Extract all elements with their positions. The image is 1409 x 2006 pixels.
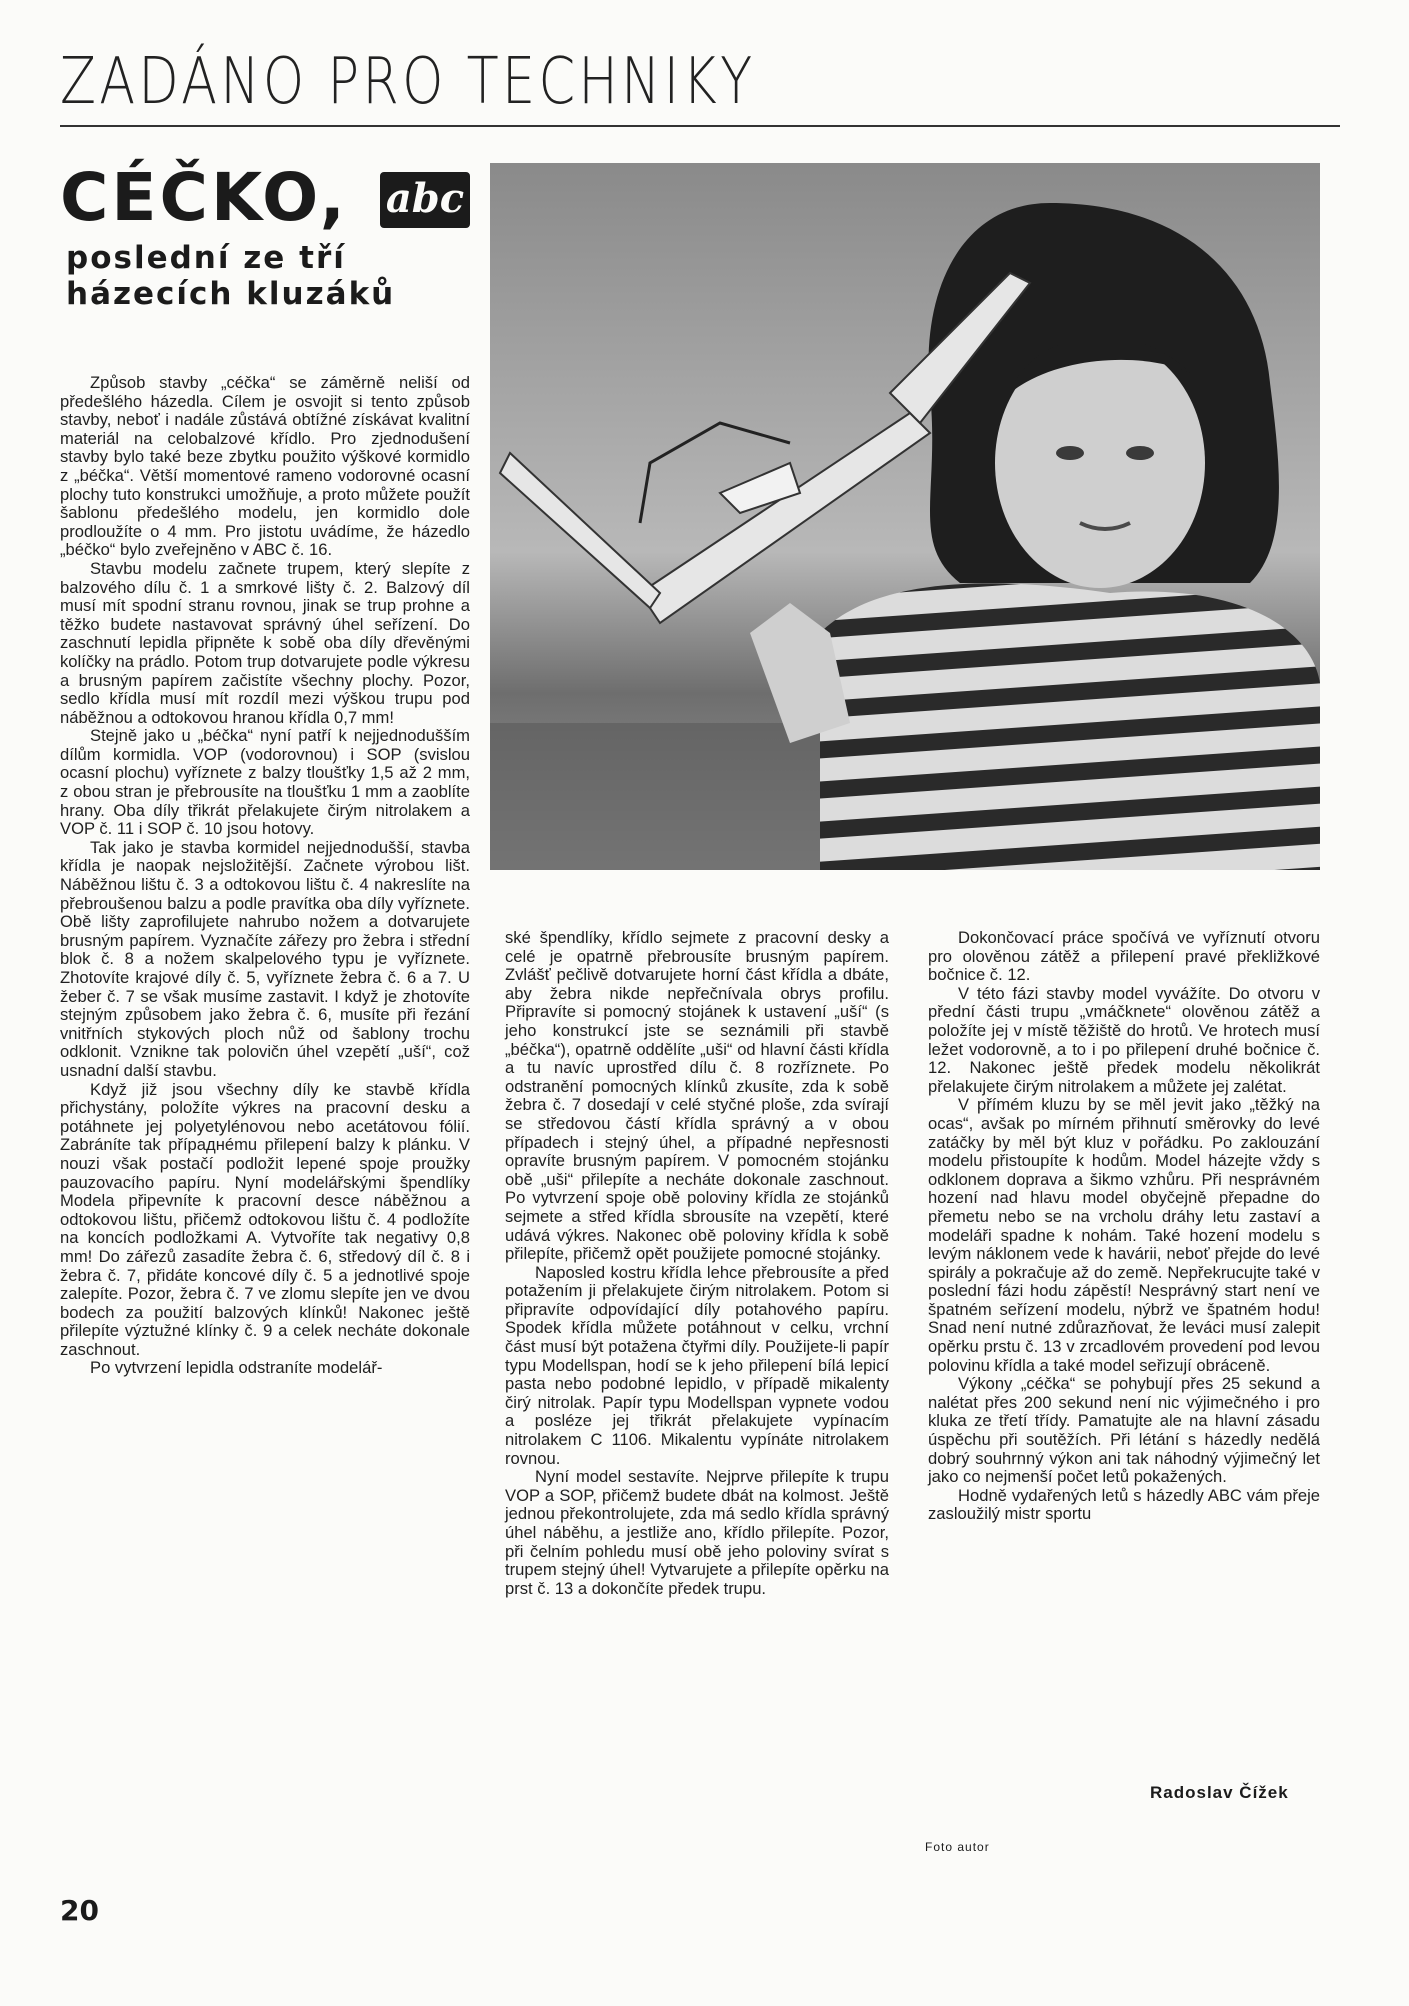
paragraph: Nyní model sestavíte. Nejprve přilepíte k trupu VOP a SOP, přičemž budete dbát na kolmost. Ještě jednou překontrolujete, zda má sedlo křídla správný úhel náběhu, a jestliže ano, křídlo přilepíte. Pozor, při čelním pohledu musí obě jeho poloviny svírat s trupem stejný úhel! Vytvarujete a přilepíte opěrku na prst č. 13 a dokončíte předek trupu. <box>505 1467 889 1598</box>
paragraph: V této fázi stavby model vyvážíte. Do otvoru v přední části trupu „vmáčknete“ olověnou zátěž a položíte jej v místě těžiště do hrotů. Ve hrotech musí ležet vodorovně, a to i po přilepení druhé bočnice č. 12. Nakonec ještě předek modelu několikrát přelakujete čirým nitrolakem a můžete jej zalétat. <box>928 983 1320 1096</box>
paragraph: ské špendlíky, křídlo sejmete z pracovní desky a celé je opatrně přebrousíte brusným papírem. Zvlášť pečlivě dotvarujete horní část křídla a dbáte, aby žebra nikde nepřečnívala obrys profilu. Připravíte si pomocný stojánek k ustavení „uší“ (s jeho konstrukcí jste se seznámili při stavbě „béčka“), opatrně oddělíte „uši“ od hlavní části křídla a tu navíc uprostřed dílu č. 8 rozříznete. Po odstranění pomocných klínků zkusíte, zda k sobě žebra č. 7 dosedají v celé styčné ploše, zda svírají se středovou částí křídla správný a v obou případech i stejný úhel, a případné nepřesnosti opravíte brusným papírem. V pomocném stojánku obě „uši“ přilepíte a necháte dokonale zaschnout. Po vytvrzení spoje obě poloviny křídla ze stojánků sejmete a střed křídla sbrousíte na vzepětí, které udává výkres. Nakonec obě poloviny křídla k sobě přilepíte, přičemž opět použijete pomocné stojánky. <box>505 928 889 1264</box>
abc-logo: abc <box>380 172 470 228</box>
paragraph: Tak jako je stavba kormidel nejjednodušší, stavba křídla je naopak nejsložitější. Začnete výrobou lišt. Náběžnou lištu č. 3 a odtokovou lištu č. 4 nakreslíte na přebroušenou balzu a podle pravítka oba díly vyříznete. Obě lišty zaprofilujete nahrubo nožem a dotvarujete brusným papírem. Vyznačíte zářezy pro žebra i střední blok č. 8 a nožem skalpelového typu je vyříznete. Zhotovíte krajové díly č. 5, vyříznete žebra č. 6 a 7. U žeber č. 7 se však musíme zastavit. I když je zhotovíte stejným způsobem jako žebra č. 6, musíte při řezání vnitřních stykových ploch nůž od šablony trochu odklonit. Vznikne tak polovičn úhel vzepětí „uší“, což usnadní další stavbu. <box>60 837 470 1080</box>
photo-credit: Foto autor <box>925 1840 990 1854</box>
article-column-3 <box>928 929 1320 1524</box>
author-name: Radoslav Čížek <box>1150 1783 1289 1802</box>
paragraph: Stejně jako u „béčka“ nyní patří k nejjednodušším dílům kormidla. VOP (vodorovnou) i SOP (svislou ocasní plochu) vyříznete z balzy tloušťky 1,5 až 2 mm, z obou stran je přebrousíte na tloušťku 1 mm a zaoblíte hrany. Oba díly třikrát přelakujete čirým nitrolakem a VOP č. 11 i SOP č. 10 jsou hotovy. <box>60 726 470 839</box>
photo-image <box>490 163 1320 870</box>
paragraph: Naposled kostru křídla lehce přebrousíte a před potažením ji přelakujete čirým nitrolakem. Potom si připravíte odpovídající díly potahového papíru. Spodek křídla můžete potáhnout v celku, vrchní část musí být potažena čtyřmi díly. Použijete-li papír typu Modellspan, hodí se k jeho přilepení bílá lepicí pasta nebo podobné lepidlo, v případě mikalenty čirý nitrolak. Papír typu Modellspan vypnete vodou a posléze jej třikrát přelakujete vypínacím nitrolakem C 1106. Mikalentu vypínáte nitrolakem rovnou. <box>505 1262 889 1468</box>
article-column-1 <box>60 374 470 1378</box>
page-number: 20 <box>60 1894 99 1927</box>
paragraph: Výkony „céčka“ se pohybují přes 25 sekund a nalétat přes 200 sekund není nic výjimečného i pro kluka ze třetí třídy. Pamatujte ale na hlavní zásadu úspěchu při soutěžích. Při létání s házedly nedělá dobrý souhrnný výkon ani tak náhodný výjimečný let jako co nejmenší počet letů pokažených. <box>928 1374 1320 1487</box>
photo-girl-with-glider <box>490 163 1320 870</box>
header-rule <box>60 125 1340 127</box>
paragraph: Stavbu modelu začnete trupem, který slepíte z balzového dílu č. 1 a smrkové lišty č. 2. Balzový díl musí mít spodní stranu rovnou, jinak se trup prohne a těžko budete nastavovat správný úhel seřízení. Do zaschnutí lepidla připněte k sobě oba díly dřevěnými kolíčky na prádlo. Potom trup dotvarujete podle výkresu a brusným papírem začistíte všechny plochy. Pozor, sedlo křídla musí mít rozdíl mezi výškou trupu pod náběžnou a odtokovou hranou křídla 0,7 mm! <box>60 558 470 727</box>
article-column-2 <box>505 929 889 1598</box>
article-subtitle: poslední ze tří házecích kluzáků <box>66 240 396 312</box>
article-title: CÉČKO, <box>60 159 348 236</box>
paragraph: Po vytvrzení lepidla odstraníte modelář- <box>90 1358 383 1378</box>
section-header: ZADÁNO PRO TECHNIKY <box>60 45 756 119</box>
paragraph: Způsob stavby „céčka“ se záměrně neliší od předešlého házedla. Cílem je osvojit si tento způsob stavby, neboť i nadále zůstává obtížné získávat kvalitní materiál na celobalzové křídlo. Pro zjednodušení stavby bylo také beze zbytku použito výškové kormidlo z „béčka“. Větší momentové rameno vodorovné ocasní plochy tuto konstrukci umožňuje, a proto můžete použít šablonu předešlého modelu, jen kormidlo dole prodloužíte o 4 mm. Pro jistotu uvádíme, že házedlo „béčko“ bylo zveřejněno v ABC č. 16. <box>60 373 470 560</box>
paragraph: Hodně vydařených letů s házedly ABC vám přeje zasloužilý mistr sportu <box>928 1485 1320 1524</box>
paragraph: V přímém kluzu by se měl jevit jako „těžký na ocas“, avšak po mírném přihnutí směrovky do levé zatáčky by měl být kluz v pořádku. Po zaklouzání modelu přistoupíte k hodům. Model házejte vždy s odklonem doprava a šikmo vzhůru. Při nesprávném hození nad hlavu model obyčejně přepadne do přemetu nebo se na vrcholu dráhy letu zastaví a modeláři spadne k nohám. Také hození modelu s levým náklonem vede k havárii, neboť přejde do levé spirály a pokračuje až do země. Nepřekrucujte také v poslední fázi hodu zápěstí! Nesprávný start není ve špatném seřízení modelu, nýbrž ve špatném hodu! Snad není nutné zdůrazňovat, že leváci musí zalepit opěrku prstu č. 13 v zrcadlovém provedení pod levou polovinu křídla a také model seřizují obráceně. <box>928 1095 1320 1375</box>
paragraph: Když již jsou všechny díly ke stavbě křídla přichystány, položíte výkres na pracovní desku a potáhnete jej polyetylénovou nebo acetátovou fólií. Zabráníte tak přípaднému přilepení balzy k plánku. V nouzi však postačí podložit lepené spoje proužky pauzovacího papíru. Nyní modelářskými špendlíky Modela připevníte k pracovní desce náběžnou a odtokovou lištu, přičemž odtokovou lištu č. 4 podložíte na koncích podložkami A. Vytvoříte tak negativy 0,8 mm! Do zářezů zasadíte žebra č. 6, středový díl č. 8 i žebra č. 7, přidáte koncové díly č. 5 a jednotlivé spoje zalepíte. Pozor, žebra č. 7 ve zlomu slepíte jen ve dvou bodech za použití balzových klínků! Nakonec ještě přilepíte výztužné klínky č. 9 a celek necháte dokonale zaschnout. <box>60 1079 470 1359</box>
paragraph: Dokončovací práce spočívá ve vyříznutí otvoru pro olověnou zátěž a přilepení pravé překližkové bočnice č. 12. <box>928 928 1320 985</box>
